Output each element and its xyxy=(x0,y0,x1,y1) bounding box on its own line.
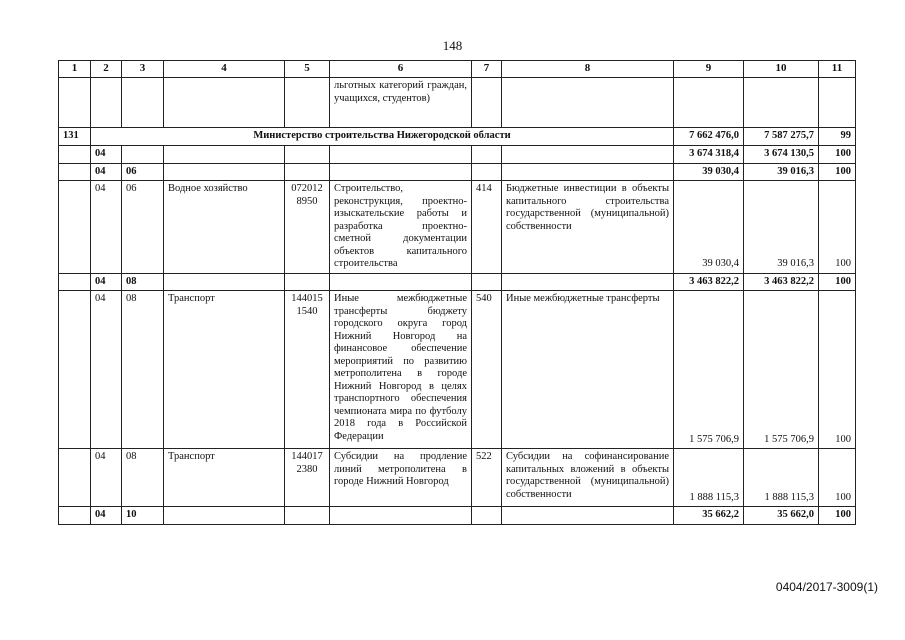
table-row xyxy=(59,78,856,128)
cell-subsection: 06 xyxy=(122,163,164,181)
cell-percent: 100 xyxy=(819,146,856,164)
table-row xyxy=(59,163,856,181)
cell-description: Субсидии на продление линий метрополитена в городе Нижний Новгород xyxy=(330,449,472,507)
cell-amount: 3 674 318,4 xyxy=(674,146,744,164)
page-number: 148 xyxy=(442,38,463,53)
cell-expense-code: 414 xyxy=(472,181,502,274)
cell-amount: 39 016,3 xyxy=(744,163,819,181)
cell-target-code: 144017 2380 xyxy=(285,449,330,507)
cell-percent: 99 xyxy=(819,128,856,146)
cell-expense-type: Бюджетные инвестиции в объекты капитального строительства государственной (муниципальной) собственности xyxy=(502,181,674,274)
cell-section: 04 xyxy=(91,181,122,274)
cell-name: Водное хозяйство xyxy=(164,181,285,274)
cell-amount: 39 016,3 xyxy=(744,181,819,274)
cell-subsection: 08 xyxy=(122,291,164,449)
col-header: 1 xyxy=(59,61,91,78)
cell-description: Иные межбюджетные трансферты бюджету городского округа город Нижний Новгород на финансовое обеспечение мероприятий по развитию метрополитена в городе Нижний Новгород в целях транспортного обеспечения чемпионата мира по футболу 2018 года в Российской Федерации xyxy=(330,291,472,449)
cell-subsection: 08 xyxy=(122,273,164,291)
cell-amount: 1 888 115,3 xyxy=(744,449,819,507)
cell-section: 04 xyxy=(91,291,122,449)
cell-percent: 100 xyxy=(819,163,856,181)
cell-amount: 35 662,2 xyxy=(674,507,744,525)
cell-amount: 3 674 130,5 xyxy=(744,146,819,164)
col-header: 9 xyxy=(674,61,744,78)
budget-table xyxy=(58,60,856,525)
cell-subsection: 08 xyxy=(122,449,164,507)
col-header: 3 xyxy=(122,61,164,78)
col-header: 11 xyxy=(819,61,856,78)
cell-section: 04 xyxy=(91,449,122,507)
cell-description: Строительство, реконструкция, проектно-изыскательские работы и разработка проектно-сметной документации объектов капитального строительства xyxy=(330,181,472,274)
table-row xyxy=(59,507,856,525)
cell-percent: 100 xyxy=(819,449,856,507)
cell-target-code: 144015 1540 xyxy=(285,291,330,449)
cell-name: Транспорт xyxy=(164,291,285,449)
cell-description: льготных категорий граждан, учащихся, студентов) xyxy=(330,78,472,128)
cell-expense-code: 522 xyxy=(472,449,502,507)
table-row xyxy=(59,291,856,449)
col-header: 6 xyxy=(330,61,472,78)
cell-subsection: 06 xyxy=(122,181,164,274)
cell-amount: 3 463 822,2 xyxy=(674,273,744,291)
cell-amount: 1 888 115,3 xyxy=(674,449,744,507)
cell-percent: 100 xyxy=(819,273,856,291)
table-row xyxy=(59,449,856,507)
cell-amount: 39 030,4 xyxy=(674,163,744,181)
cell-amount: 1 575 706,9 xyxy=(744,291,819,449)
cell-section: 04 xyxy=(91,273,122,291)
header-row xyxy=(59,61,856,78)
col-header: 5 xyxy=(285,61,330,78)
cell-section: 04 xyxy=(91,163,122,181)
cell-amount: 7 662 476,0 xyxy=(674,128,744,146)
cell-expense-type: Субсидии на софинансирование капитальных вложений в объекты государственной (муниципальной) собственности xyxy=(502,449,674,507)
cell-amount: 35 662,0 xyxy=(744,507,819,525)
ministry-row xyxy=(59,128,856,146)
cell-code: 131 xyxy=(59,128,91,146)
col-header: 8 xyxy=(502,61,674,78)
table-row xyxy=(59,273,856,291)
cell-subsection: 10 xyxy=(122,507,164,525)
cell-section: 04 xyxy=(91,507,122,525)
cell-section: 04 xyxy=(91,146,122,164)
cell-percent: 100 xyxy=(819,181,856,274)
table-row xyxy=(59,181,856,274)
cell-percent: 100 xyxy=(819,507,856,525)
col-header: 10 xyxy=(744,61,819,78)
document-code: 0404/2017-3009(1) xyxy=(775,580,878,594)
cell-amount: 39 030,4 xyxy=(674,181,744,274)
ministry-name: Министерство строительства Нижегородской области xyxy=(91,128,674,146)
cell-amount: 7 587 275,7 xyxy=(744,128,819,146)
cell-percent: 100 xyxy=(819,291,856,449)
cell-amount: 3 463 822,2 xyxy=(744,273,819,291)
col-header: 7 xyxy=(472,61,502,78)
table-row xyxy=(59,146,856,164)
cell-expense-code: 540 xyxy=(472,291,502,449)
col-header: 2 xyxy=(91,61,122,78)
col-header: 4 xyxy=(164,61,285,78)
cell-name: Транспорт xyxy=(164,449,285,507)
cell-target-code: 072012 8950 xyxy=(285,181,330,274)
cell-amount: 1 575 706,9 xyxy=(674,291,744,449)
cell-expense-type: Иные межбюджетные трансферты xyxy=(502,291,674,449)
